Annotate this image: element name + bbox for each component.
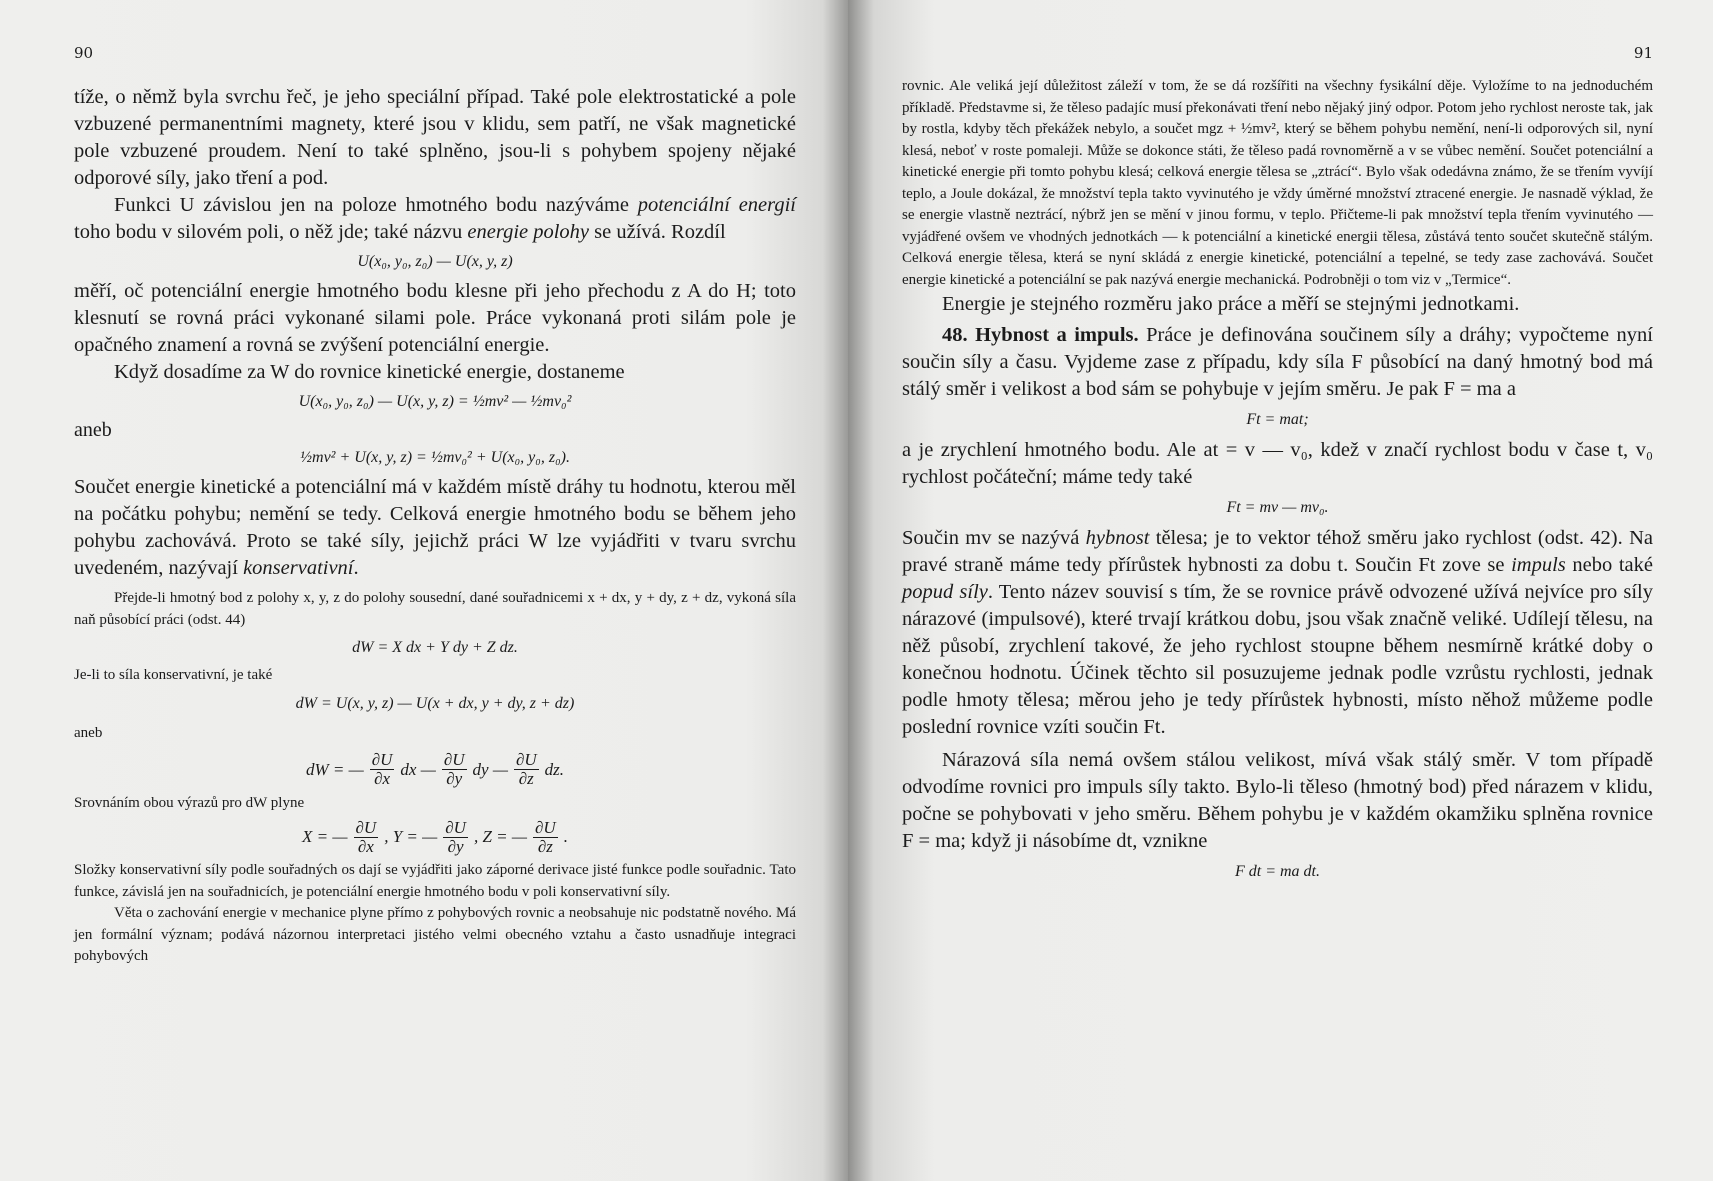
equation-label: aneb — [74, 419, 112, 441]
paragraph: Funkci U závislou jen na poloze hmotného bodu nazýváme potenciální energií toho bodu v silovém poli, o něž jde; také názvu energie polohy se užívá. Rozdíl — [74, 194, 796, 243]
equation: U(x₀, y₀, z₀) — U(x, y, z) — [357, 253, 513, 270]
equation: F dt = ma dt. — [1234, 863, 1320, 880]
equation: Ft = mv — mv₀. — [1226, 499, 1329, 516]
paragraph: Součet energie kinetické a potenciální má v každém místě dráhy tu hodnotu, kterou měl na počátku pohybu; nemění se tedy. Celková energie hmotného bodu se během jeho pohybu zachovává. Proto se také síly, jejichž práci W lze vyjádřiti v tvaru svrchu uvedeném, nazývají konservativní. — [74, 476, 796, 579]
left-page — [0, 0, 848, 1181]
paragraph: Energie je stejného rozměru jako práce a měří se stejnými jednotkami. — [942, 293, 1520, 315]
small-paragraph: Složky konservativní síly podle souřadných os dají se vyjádřiti jako záporné derivace jisté funkce podle souřadnic. Tato funkce, závislá jen na souřadnicích, je potenciální energie hmotného bodu v poli konservativní síly. — [74, 862, 796, 900]
small-paragraph: Věta o zachování energie v mechanice plyne přímo z pohybových rovnic a neobsahuje nic podstatně nového. Má jen formální význam; podává názornou interpretaci jistého velmi obecného vztahu a často usnadňuje integraci pohybových — [74, 905, 796, 964]
equation: dW = — $\frac{\partial U}{\partial x}$ dx — $\frac{\partial U}{\partial y}$ dy — $\frac{\partial U}{\partial z}$ dz. — [305, 750, 565, 788]
page-number: 90 — [74, 44, 94, 62]
equation: X = — $\frac{\partial U}{\partial x}$ , Y = — $\frac{\partial U}{\partial y}$ , Z = — $\frac{\partial U}{\partial z}$ . — [302, 817, 568, 856]
equation: U(x₀, y₀, z₀) — U(x, y, z) = ½mv² — ½mv₀² — [298, 393, 572, 410]
small-paragraph: Je-li to síla konservativní, je také — [74, 667, 273, 683]
paragraph: tíže, o němž byla svrchu řeč, je jeho speciální případ. Také pole elektrostatické a pole vzbuzené permanentními magnety, které jsou v klidu, sem patří, ne však magnetické pole vzbuzené proudem. Není to také splněno, jsou-li s pohybem spojeny nějaké odporové síly, jako tření a pod. — [74, 86, 796, 189]
paragraph: a je zrychlení hmotného bodu. Ale at = v — v₀, kdež v značí rychlost bodu v čase t, v₀ rychlost počáteční; máme tedy také — [902, 439, 1653, 488]
equation-label: aneb — [74, 724, 103, 741]
paragraph: Nárazová síla nemá ovšem stálou velikost, mívá však stálý směr. V tom případě odvodíme rovnici pro impuls síly takto. Bylo-li těleso (hmotný bod) před nárazem v klidu, počne se pohybovati v jeho směru. Během pohybu je v každém okamžiku splněna rovnice F = ma; když ji násobíme dt, vznikne — [902, 749, 1653, 852]
equation: ½mv² + U(x, y, z) = ½mv₀² + U(x₀, y₀, z₀). — [300, 449, 570, 466]
small-paragraph: rovnic. Ale veliká její důležitost záleží v tom, že se dá rozšířiti na všechny fysikální děje. Vyložíme to na jednoduchém příkladě. Představme si, že těleso padajíc musí překonávati tření nebo nějaký jiný odpor. Potom jeho rychlost neroste tak, jak by rostla, kdyby těch překážek nebylo, a součet mgz + ½mv², který se během pohybu nemění, není-li odporových sil, nyní klesá, neboť v roste pomaleji. Může se dokonce státi, že těleso padá rovnoměrně a v se vůbec nemění. Součet potenciální a kinetické energie při tomto pohybu klesá; celková energie tělesa se „ztrácí“. Bylo však odedávna známo, že se třením vyvíjí teplo, a Joule dokázal, že množství tepla takto vyvinutého je vždy úměrné množství ztracené energie. Je nasnadě výklad, že se energie vlastně neztrácí, nýbrž jen se mění v jinou formu, v teplo. Přičteme-li pak množství tepla třením vyvinutého — vyjádřené ovšem ve vhodných jednotkách — k potenciální a kinetické energii tělesa, zůstává tento součet skutečně stálým. Celková energie tělesa, která se nyní skládá z energie kinetické, potenciální a tepelné, se tedy zase zachovává. Součet energie kinetické a potenciální se pak nazývá energie mechanická. Podrobněji o tom viz v „Termice“. — [902, 78, 1653, 288]
paragraph: Součin mv se nazývá hybnost tělesa; je to vektor téhož směru jako rychlost (odst. 42). Na pravé straně máme tedy přírůstek hybnosti za dobu t. Součin Ft zove se impuls nebo také popud síly. Tento název souvisí s tím, že se rovnice právě odvozené užívá nejvíce pro síly nárazové (impulsové), které trvají krátkou dobu, jsou však značně veliké. Udílejí tělesu, na něž působí, zrychlení takové, že jeho rychlost stoupne během nesmírně krátké doby o konečnou hodnotu. Účinek těchto sil posuzujeme jednak podle vzrůstu rychlosti, jednak podle hmoty tělesa; měrou jeho je tedy přírůstek hybnosti, místo něhož můžeme podle poslední rovnice vzíti součin Ft. — [902, 527, 1653, 738]
section-paragraph: 48. Hybnost a impuls. Práce je definována součinem síly a dráhy; vypočteme nyní součin síly a času. Vyjdeme zase z případu, kdy síla F působící na daný hmotný bod má stálý směr i velikost a bod sám se pohybuje v jejím směru. Je pak F = ma a — [902, 324, 1653, 400]
small-paragraph: Srovnáním obou výrazů pro dW plyne — [74, 794, 305, 811]
equation: Ft = mat; — [1246, 411, 1309, 428]
right-page — [848, 0, 1713, 1181]
small-paragraph: Přejde-li hmotný bod z polohy x, y, z do polohy sousední, dané souřadnicemi x + dx, y + dy, z + dz, vykoná síla naň působící práci (odst. 44) — [74, 590, 796, 628]
section-heading: 48. Hybnost a impuls. — [942, 324, 1139, 346]
paragraph: měří, oč potenciální energie hmotného bodu klesne při jeho přechodu z A do H; toto klesnutí se rovná práci vykonané silami pole. Práce vykonaná proti silám pole je opačného znamení a rovná se zvýšení potenciální energie. — [74, 280, 796, 356]
page-number: 91 — [1633, 44, 1653, 62]
paragraph: Když dosadíme za W do rovnice kinetické energie, dostaneme — [114, 361, 625, 383]
equation: dW = X dx + Y dy + Z dz. — [352, 639, 518, 656]
equation: dW = U(x, y, z) — U(x + dx, y + dy, z + dz) — [295, 694, 575, 712]
